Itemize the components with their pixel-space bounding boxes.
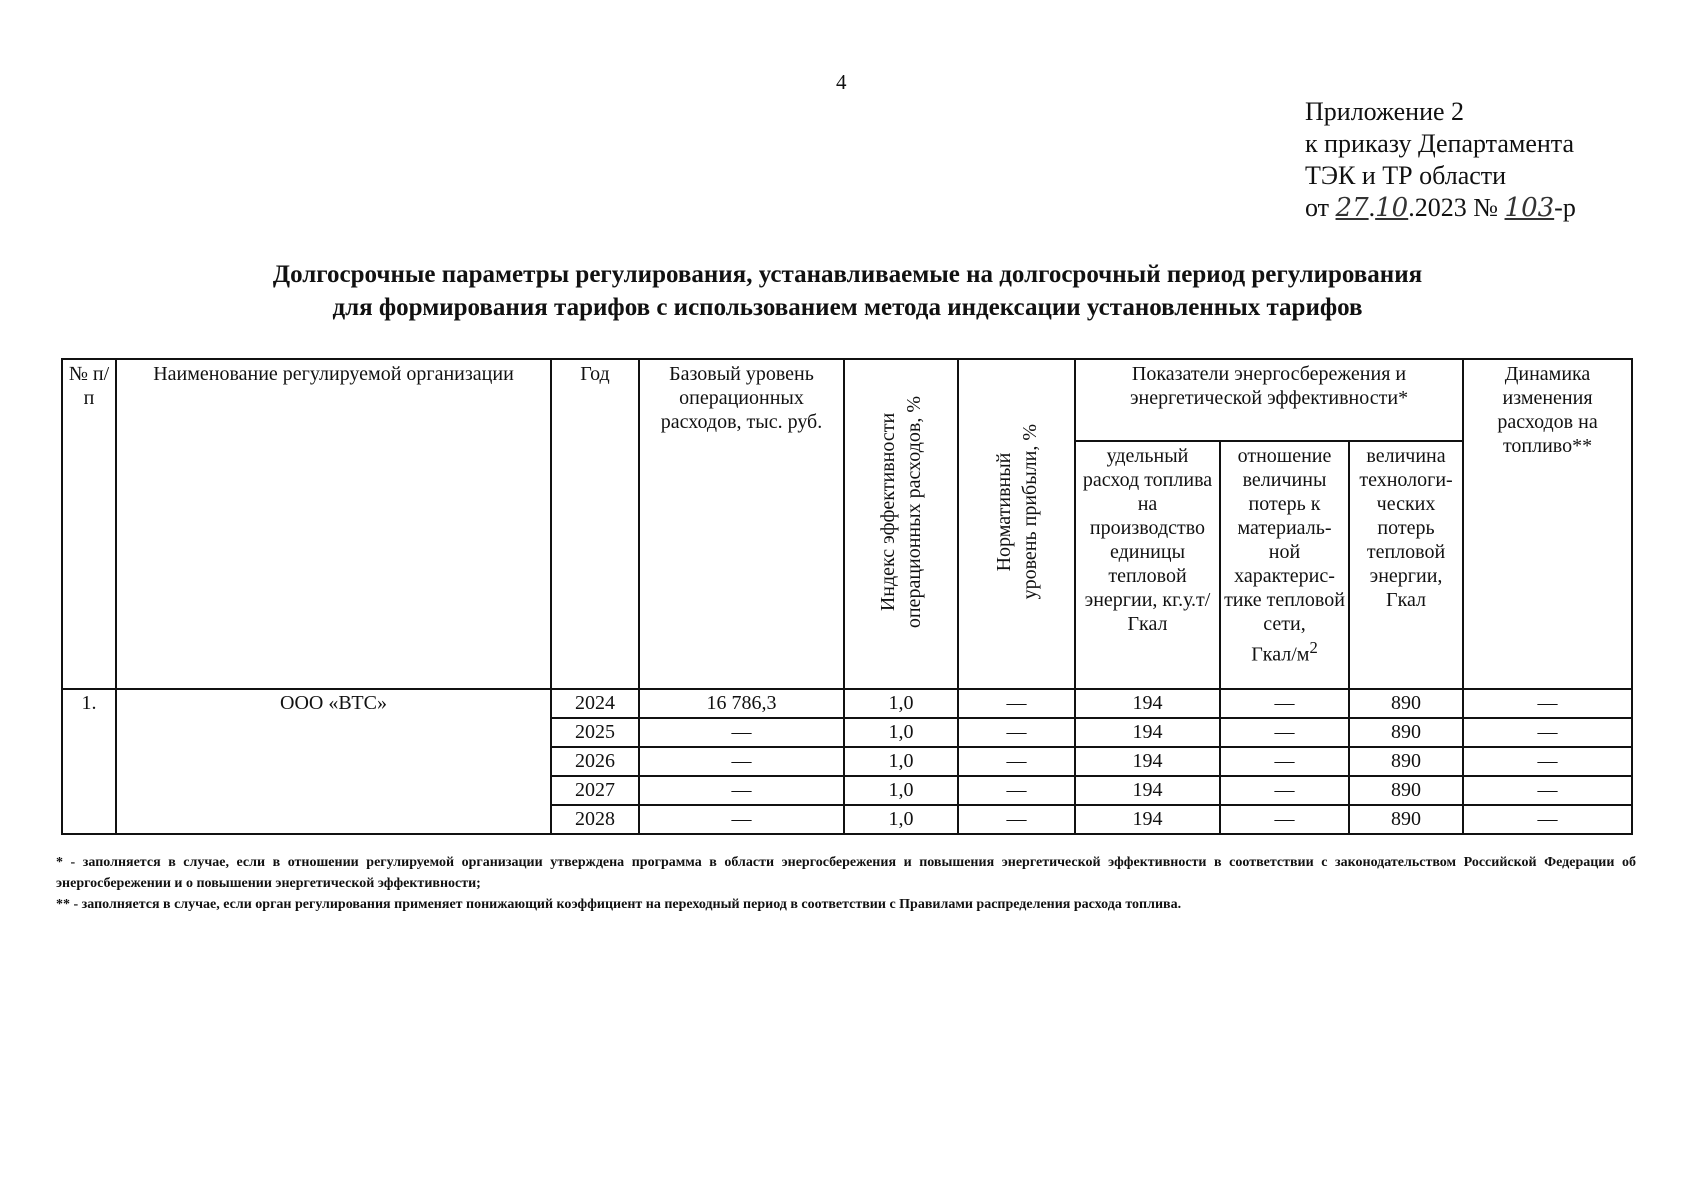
cell-year: 2026 — [551, 747, 639, 776]
cell-specific-fuel: 194 — [1075, 747, 1220, 776]
handwritten-order-number: 103 — [1504, 193, 1555, 223]
cell-year: 2024 — [551, 689, 639, 718]
header-efficiency-index — [844, 359, 958, 689]
date-separator: . — [1368, 193, 1376, 222]
org-number: 1. — [62, 689, 116, 834]
cell-fuel-dynamics: — — [1463, 689, 1632, 718]
cell-base-opex: — — [639, 776, 844, 805]
order-suffix: -р — [1554, 193, 1576, 222]
cell-loss-ratio: — — [1220, 776, 1349, 805]
header-specific-fuel: удельный расход топлива на производство единицы тепловой энергии, кг.у.т/Гкал — [1075, 441, 1220, 689]
table-row — [62, 689, 1632, 718]
cell-year: 2027 — [551, 776, 639, 805]
title-line-2: для формирования тарифов с использованием метода индексации установленных тарифов — [332, 294, 1363, 321]
cell-profit-level: — — [958, 805, 1075, 834]
appendix-line-3: ТЭК и ТР области — [1305, 161, 1507, 190]
cell-efficiency-index: 1,0 — [844, 776, 958, 805]
cell-base-opex: — — [639, 718, 844, 747]
appendix-line-2: к приказу Департамента — [1305, 129, 1575, 158]
cell-year: 2028 — [551, 805, 639, 834]
cell-specific-fuel: 194 — [1075, 718, 1220, 747]
header-energy-group: Показатели энергосбережения и энергетической эффективности* — [1075, 359, 1463, 441]
cell-efficiency-index: 1,0 — [844, 689, 958, 718]
cell-year: 2025 — [551, 718, 639, 747]
date-year: .2023 № — [1408, 193, 1505, 222]
cell-tech-losses: 890 — [1349, 718, 1463, 747]
footnotes — [56, 852, 1636, 915]
footnote-2: ** - заполняется в случае, если орган регулирования применяет понижающий коэффициент на переходный период в соответствии с Правилами распределения расхода топлива. — [56, 897, 1182, 912]
appendix-date-line — [1305, 192, 1576, 224]
appendix-block — [1305, 96, 1576, 224]
cell-base-opex: — — [639, 805, 844, 834]
cell-loss-ratio: — — [1220, 718, 1349, 747]
handwritten-month: 10 — [1375, 193, 1409, 223]
loss-ratio-unit-sup: 2 — [1309, 638, 1318, 657]
cell-specific-fuel: 194 — [1075, 689, 1220, 718]
header-profit-level — [958, 359, 1075, 689]
header-year: Год — [551, 359, 639, 689]
header-org: Наименование регулируемой организации — [116, 359, 551, 689]
document-title — [60, 258, 1635, 324]
cell-specific-fuel: 194 — [1075, 776, 1220, 805]
cell-efficiency-index: 1,0 — [844, 805, 958, 834]
cell-efficiency-index: 1,0 — [844, 718, 958, 747]
header-num: № п/п — [62, 359, 116, 689]
cell-fuel-dynamics: — — [1463, 776, 1632, 805]
footnote-1: * - заполняется в случае, если в отношении регулируемой организации утверждена программа в области энергосбережения и повышения энергетической эффективности в соответствии с законодательством Российской Федерации об энергосбережении и о повышении энергетической эффективности; — [56, 855, 1636, 891]
cell-loss-ratio: — — [1220, 689, 1349, 718]
org-name: ООО «ВТС» — [116, 689, 551, 834]
cell-tech-losses: 890 — [1349, 776, 1463, 805]
appendix-line-1: Приложение 2 — [1305, 97, 1465, 126]
cell-fuel-dynamics: — — [1463, 805, 1632, 834]
cell-tech-losses: 890 — [1349, 805, 1463, 834]
header-fuel-dynamics: Динамика изменения расходов на топливо** — [1463, 359, 1632, 689]
cell-tech-losses: 890 — [1349, 747, 1463, 776]
loss-ratio-label: отношение величины потерь к материаль-ной характерис-тике тепловой сети, — [1224, 445, 1345, 635]
title-line-1: Долгосрочные параметры регулирования, устанавливаемые на долгосрочный период регулирования — [272, 261, 1423, 288]
cell-profit-level: — — [958, 689, 1075, 718]
handwritten-day: 27 — [1335, 193, 1369, 223]
cell-profit-level: — — [958, 718, 1075, 747]
cell-loss-ratio: — — [1220, 805, 1349, 834]
profit-level-label: Нормативный уровень прибыли, % — [992, 424, 1041, 600]
cell-base-opex: 16 786,3 — [639, 689, 844, 718]
cell-profit-level: — — [958, 747, 1075, 776]
cell-fuel-dynamics: — — [1463, 747, 1632, 776]
cell-profit-level: — — [958, 776, 1075, 805]
date-prefix: от — [1305, 193, 1336, 222]
cell-base-opex: — — [639, 747, 844, 776]
cell-fuel-dynamics: — — [1463, 718, 1632, 747]
parameters-table — [61, 358, 1633, 835]
loss-ratio-unit: Гкал/м — [1251, 643, 1310, 666]
page-number: 4 — [836, 70, 847, 94]
efficiency-index-label: Индекс эффективности операционных расходов, % — [877, 395, 925, 629]
cell-loss-ratio: — — [1220, 747, 1349, 776]
cell-tech-losses: 890 — [1349, 689, 1463, 718]
header-base-opex: Базовый уровень операционных расходов, тыс. руб. — [639, 359, 844, 689]
header-loss-ratio — [1220, 441, 1349, 689]
cell-efficiency-index: 1,0 — [844, 747, 958, 776]
cell-specific-fuel: 194 — [1075, 805, 1220, 834]
header-tech-losses: величина технологи-ческих потерь тепловой энергии, Гкал — [1349, 441, 1463, 689]
